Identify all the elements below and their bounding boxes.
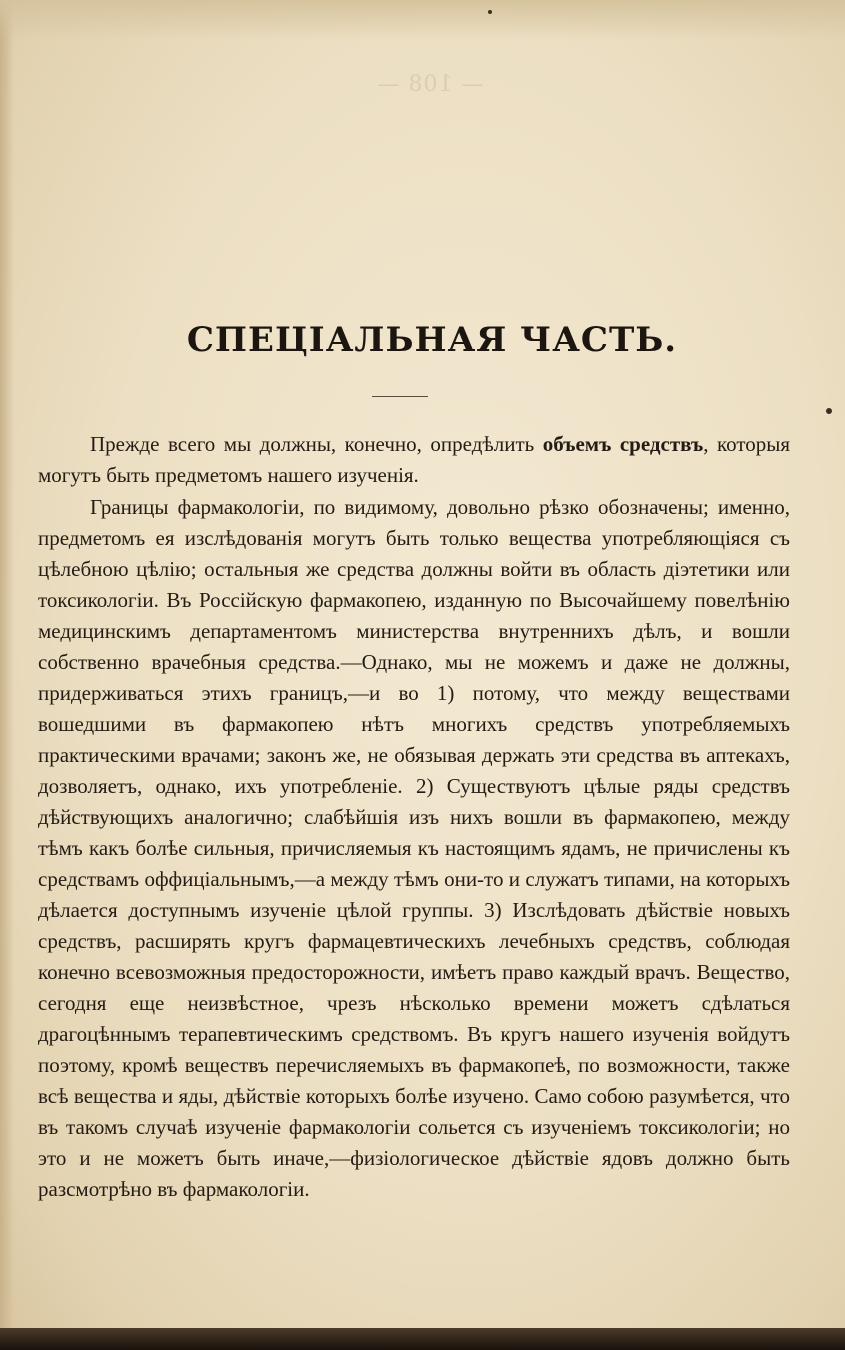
page-number-faint: — 108 —	[376, 72, 484, 97]
ink-spot-top	[488, 10, 492, 14]
paragraph-1-start: Прежде всего мы должны, конечно, опредѣлить	[90, 432, 543, 456]
ink-spot	[826, 408, 832, 414]
page-content	[38, 320, 790, 1205]
paragraph-1-bold: объемъ средствъ	[542, 432, 704, 456]
bleed-through-text	[40, 70, 820, 100]
paragraph-2: Границы фармакологіи, по видимому, довольно рѣзко обозначены; именно, предметомъ ея изслѣдованія могутъ быть только вещества употребляющіяся съ цѣлебною цѣлію; остальныя же средства должны войти въ область діэтетики или токсикологіи. Въ Россійскую фармакопею, изданную по Высочайшему повелѣнію медицинскимъ департаментомъ министерства внутреннихъ дѣлъ, и вошли собственно врачебныя средства.—Однако, мы не можемъ и даже не должны, придерживаться этихъ границъ,—и во 1) потому, что между веществами вошедшими въ фармакопею нѣтъ многихъ средствъ употребляемыхъ практическими врачами; законъ же, не обязывая держать эти средства въ аптекахъ, дозволяетъ, однако, ихъ употребленіе. 2) Существуютъ цѣлые ряды средствъ дѣйствующихъ аналогично; слабѣйшія изъ нихъ вошли въ фармакопею, между тѣмъ какъ болѣе сильныя, причисляемыя къ настоящимъ ядамъ, не причислены къ средствамъ оффиціальнымъ,—а между тѣмъ они-то и служатъ типами, на которыхъ дѣлается доступнымъ изученіе цѣлой группы. 3) Изслѣдовать дѣйствіе новыхъ средствъ, расширять кругъ фармацевтическихъ лечебныхъ средствъ, соблюдая конечно всевозможныя предосторожности, имѣетъ право каждый врачъ. Вещество, сегодня еще неизвѣстное, чрезъ нѣсколько времени можетъ сдѣлаться драгоцѣннымъ терапевтическимъ средствомъ. Въ кругъ нашего изученія войдутъ поэтому, кромѣ веществъ перечисляемыхъ въ фармакопеѣ, по возможности, также всѣ вещества и яды, дѣйствіе которыхъ болѣе изучено. Само собою разумѣется, что въ такомъ случаѣ изученіе фармакологіи сольется съ изученіемъ токсикологіи; но это и не можетъ быть иначе,—физіологическое дѣйствіе ядовъ должно быть разсмотрѣно въ фармакологіи.	[38, 495, 790, 1201]
paragraph-1-end: , которыя могутъ быть предметомъ нашего изученія.	[38, 432, 790, 487]
paragraph-1	[38, 429, 790, 491]
title-divider	[372, 396, 428, 397]
body-text	[38, 429, 790, 1205]
page-top-shadow	[0, 0, 845, 40]
page-edge-shadow	[0, 0, 14, 1350]
page-title: СПЕЦІАЛЬНАЯ ЧАСТЬ.	[186, 320, 678, 360]
